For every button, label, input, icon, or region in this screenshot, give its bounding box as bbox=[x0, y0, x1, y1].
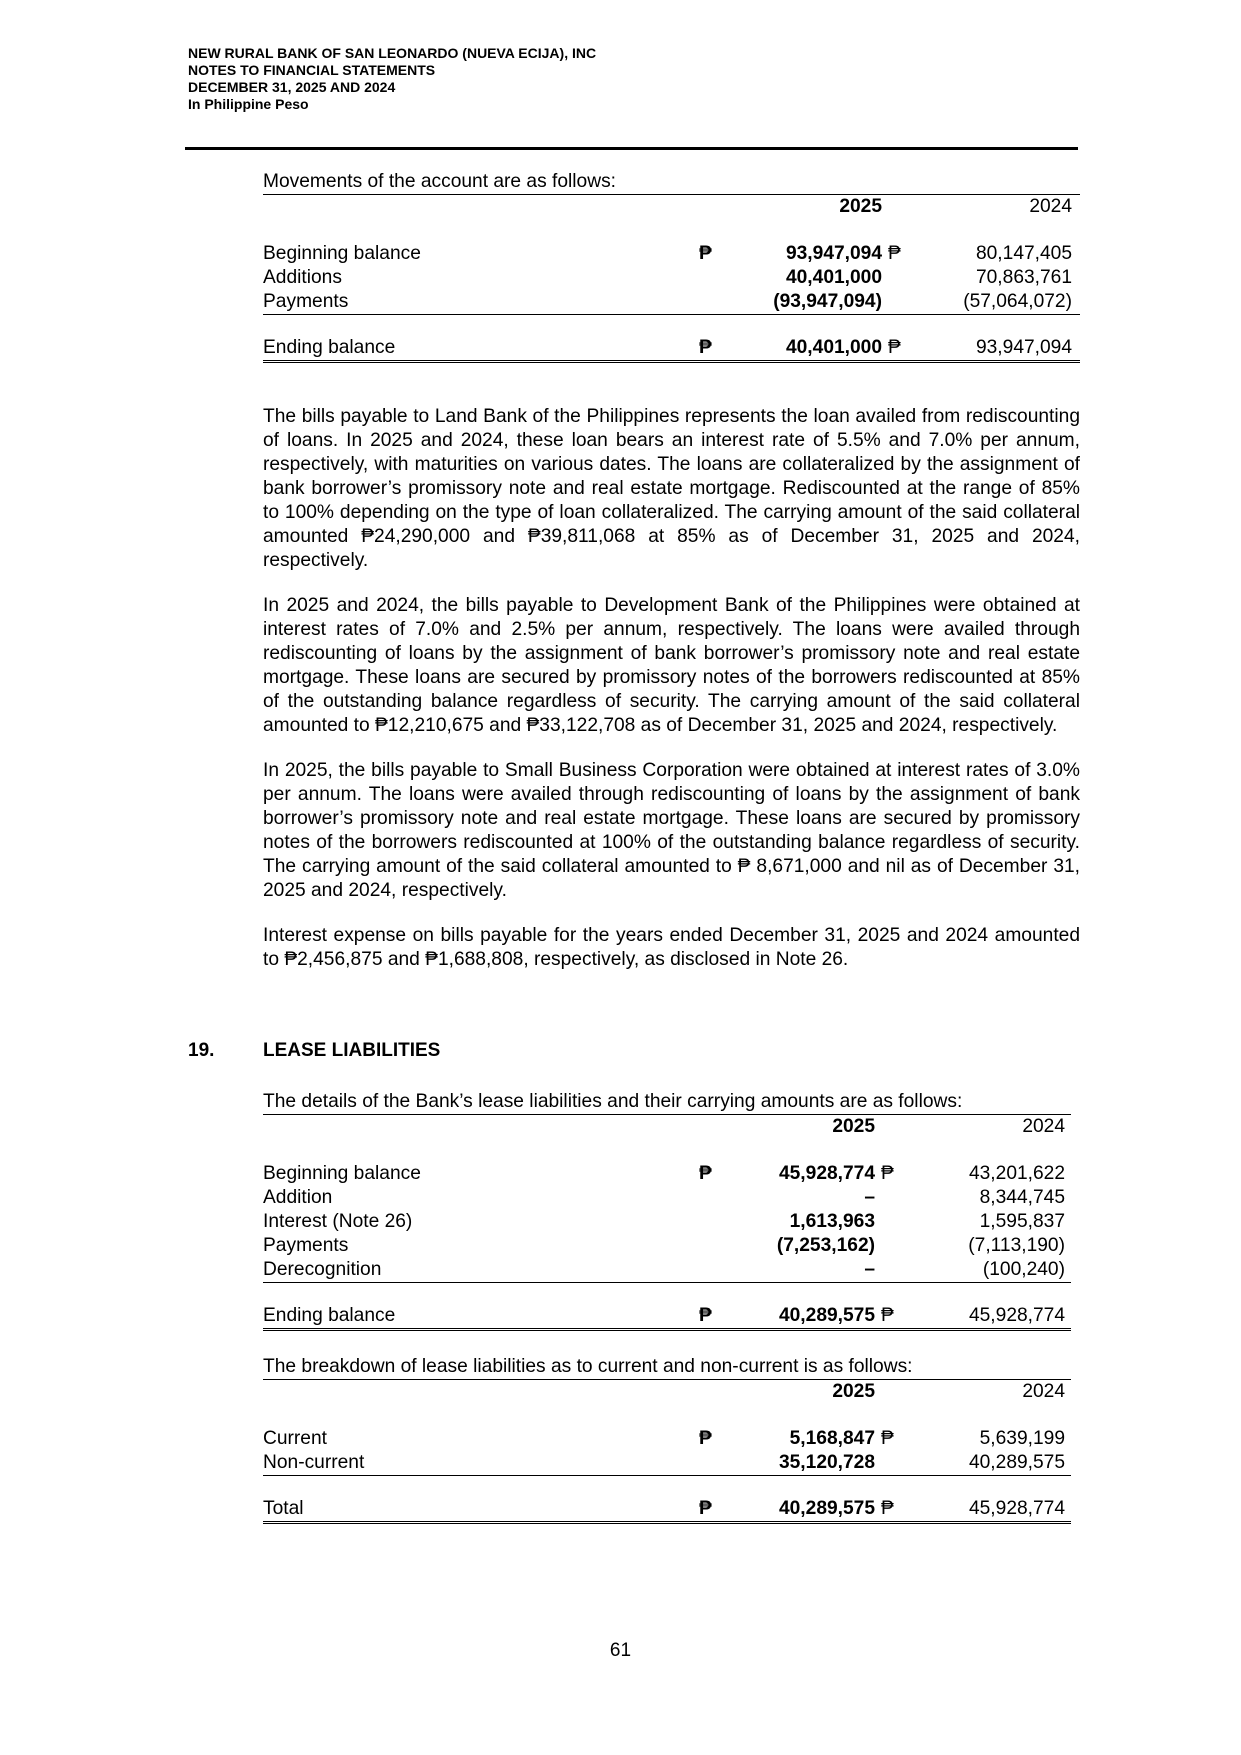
total-2024: 45,928,774 bbox=[968, 1498, 1065, 1519]
row-label: Payments bbox=[263, 291, 349, 312]
statement-dates: DECEMBER 31, 2025 AND 2024 bbox=[188, 79, 396, 95]
value-2024: (57,064,072) bbox=[963, 291, 1072, 312]
peso-sign: ₱ bbox=[888, 243, 901, 264]
row-label: Non-current bbox=[263, 1452, 365, 1473]
column-header-2025: 2025 bbox=[839, 196, 882, 217]
column-header-2024: 2024 bbox=[1022, 1116, 1065, 1137]
value-2025: 40,401,000 bbox=[785, 267, 882, 288]
section-title: LEASE LIABILITIES bbox=[263, 1040, 441, 1061]
paragraph-interest-expense: Interest expense on bills payable for the years ended December 31, 2025 and 2024 amounted to ₱2,456,875 and ₱1,688,808, respectively, as disclosed in Note 26. bbox=[263, 925, 1080, 970]
lease-table bbox=[263, 1115, 1071, 1282]
peso-sign: ₱ bbox=[699, 1305, 712, 1326]
movements-table bbox=[263, 195, 1080, 314]
value-2025: – bbox=[864, 1259, 875, 1280]
value-2025: 93,947,094 bbox=[785, 243, 882, 264]
header-divider bbox=[185, 147, 1078, 150]
lease-caption: The details of the Bank’s lease liabilities and their carrying amounts are as follows: bbox=[263, 1090, 1071, 1115]
paragraph-small-business-corp: In 2025, the bills payable to Small Business Corporation were obtained at interest rates of 3.0% per annum. The loans were availed through rediscounting of loans by the assignment of bank borrower’s promissory note and real estate mortgage. These loans are secured by promissory notes of the borrowers rediscounted at 100% of the outstanding balance regardless of security. The carrying amount of the said collateral amounted to ₱ 8,671,000 and nil as of December 31, 2025 and 2024, respectively. bbox=[263, 760, 1080, 901]
value-2024: 43,201,622 bbox=[968, 1163, 1065, 1184]
value-2024: 80,147,405 bbox=[975, 243, 1072, 264]
total-2024: 45,928,774 bbox=[968, 1305, 1065, 1326]
peso-sign: ₱ bbox=[699, 243, 712, 264]
value-2024: 8,344,745 bbox=[979, 1187, 1065, 1208]
column-header-2024: 2024 bbox=[1022, 1381, 1065, 1402]
value-2025: – bbox=[864, 1187, 875, 1208]
company-name: NEW RURAL BANK OF SAN LEONARDO (NUEVA ECIJA), INC bbox=[188, 45, 597, 61]
value-2024: 5,639,199 bbox=[979, 1428, 1065, 1449]
total-2024: 93,947,094 bbox=[975, 337, 1072, 358]
value-2024: (100,240) bbox=[982, 1259, 1065, 1280]
value-2024: 40,289,575 bbox=[968, 1452, 1065, 1473]
total-label: Total bbox=[263, 1498, 304, 1519]
total-label: Ending balance bbox=[263, 1305, 396, 1326]
report-header bbox=[188, 45, 596, 113]
row-label: Addition bbox=[263, 1187, 333, 1208]
peso-sign: ₱ bbox=[881, 1428, 894, 1449]
peso-sign: ₱ bbox=[699, 1163, 712, 1184]
column-header-2025: 2025 bbox=[832, 1381, 875, 1402]
row-label: Additions bbox=[263, 267, 342, 288]
lease-liabilities-section bbox=[263, 1090, 1071, 1524]
row-label: Current bbox=[263, 1428, 327, 1449]
column-header-2024: 2024 bbox=[1029, 196, 1072, 217]
total-2025: 40,401,000 bbox=[785, 337, 882, 358]
value-2025: (93,947,094) bbox=[773, 291, 882, 312]
paragraph-development-bank: In 2025 and 2024, the bills payable to Development Bank of the Philippines were obtained at interest rates of 7.0% and 2.5% per annum, respectively. The loans were availed through rediscounting of loans by the assignment of bank borrower’s promissory note and real estate mortgage. These loans are secured by promissory notes of the borrowers rediscounted at 85% of the outstanding balance regardless of security. The carrying amount of the said collateral amounted to ₱12,210,675 and ₱33,122,708 as of December 31, 2025 and 2024, respectively. bbox=[263, 595, 1080, 736]
total-2025: 40,289,575 bbox=[778, 1305, 875, 1326]
peso-sign: ₱ bbox=[881, 1163, 894, 1184]
bills-payable-section bbox=[263, 170, 1080, 972]
statement-title: NOTES TO FINANCIAL STATEMENTS bbox=[188, 62, 436, 78]
value-2025: (7,253,162) bbox=[776, 1235, 875, 1256]
value-2024: 1,595,837 bbox=[979, 1211, 1065, 1232]
peso-sign: ₱ bbox=[881, 1498, 894, 1519]
peso-sign: ₱ bbox=[699, 1498, 712, 1519]
row-label: Payments bbox=[263, 1235, 349, 1256]
movements-total bbox=[263, 336, 1080, 363]
row-label: Beginning balance bbox=[263, 1163, 421, 1184]
peso-sign: ₱ bbox=[888, 337, 901, 358]
movements-caption: Movements of the account are as follows: bbox=[263, 170, 1080, 195]
total-label: Ending balance bbox=[263, 337, 396, 358]
value-2025: 45,928,774 bbox=[778, 1163, 875, 1184]
total-2025: 40,289,575 bbox=[778, 1498, 875, 1519]
breakdown-table bbox=[263, 1380, 1071, 1475]
currency-note: In Philippine Peso bbox=[188, 96, 309, 112]
peso-sign: ₱ bbox=[881, 1305, 894, 1326]
value-2024: 70,863,761 bbox=[975, 267, 1072, 288]
breakdown-caption: The breakdown of lease liabilities as to current and non-current is as follows: bbox=[263, 1355, 1071, 1380]
value-2025: 35,120,728 bbox=[778, 1452, 875, 1473]
value-2025: 1,613,963 bbox=[789, 1211, 875, 1232]
section-number: 19. bbox=[188, 1040, 215, 1061]
row-label: Derecognition bbox=[263, 1259, 382, 1280]
breakdown-total bbox=[263, 1497, 1071, 1524]
value-2024: (7,113,190) bbox=[968, 1235, 1065, 1256]
row-label: Beginning balance bbox=[263, 243, 421, 264]
row-label: Interest (Note 26) bbox=[263, 1211, 413, 1232]
paragraph-land-bank: The bills payable to Land Bank of the Philippines represents the loan availed from rediscounting of loans. In 2025 and 2024, these loan bears an interest rate of 5.5% and 7.0% per annum, respectively, with maturities on various dates. The loans are collateralized by the assignment of bank borrower’s promissory note and real estate mortgage. Rediscounted at the range of 85% to 100% depending on the type of loan collateralized. The carrying amount of the said collateral amounted ₱24,290,000 and ₱39,811,068 at 85% as of December 31, 2025 and 2024, respectively. bbox=[263, 406, 1080, 571]
peso-sign: ₱ bbox=[699, 337, 712, 358]
column-header-2025: 2025 bbox=[832, 1116, 875, 1137]
value-2025: 5,168,847 bbox=[789, 1428, 875, 1449]
peso-sign: ₱ bbox=[699, 1428, 712, 1449]
lease-total bbox=[263, 1304, 1071, 1331]
page-number: 61 bbox=[609, 1640, 632, 1661]
